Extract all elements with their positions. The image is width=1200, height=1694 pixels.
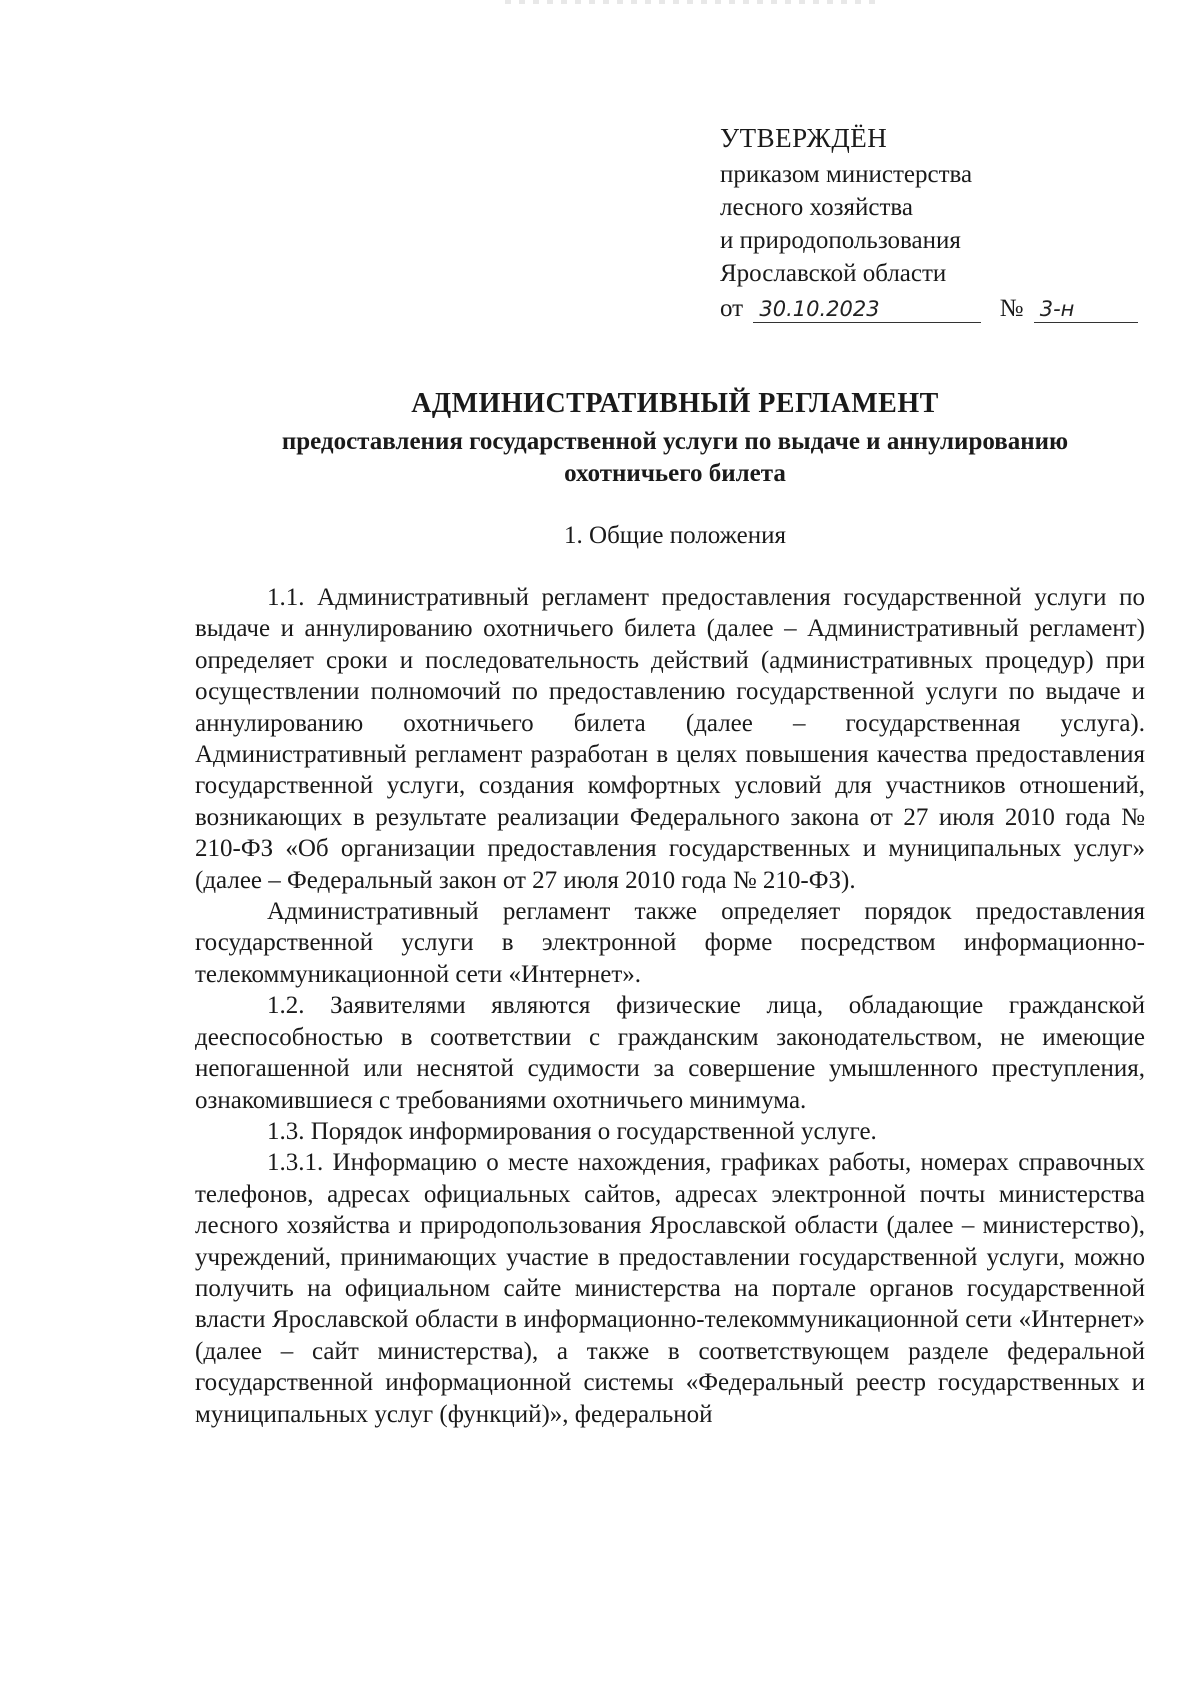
title-subtitle-line2: охотничьего билета — [564, 460, 786, 487]
number-label: № — [999, 295, 1024, 322]
paragraph: 1.3.1. Информацию о месте нахождения, графиках работы, номерах справочных телефонов, адресах официальных сайтов, адресах электронной почты министерства лесного хозяйства и природопользования Ярославской области (далее – министерство), учреждений, принимающих участие в предоставлении государственной услуги, можно получить на официальном сайте министерства на портале органов государственной власти Ярославской области в информационно-телекоммуникационной сети «Интернет» (далее – сайт министерства), а также в соответствующем разделе федеральной государственной информационной системы «Федеральный реестр государственных и муниципальных услуг (функций)», федеральной — [195, 1149, 1145, 1428]
paragraph: 1.2. Заявителями являются физические лица, обладающие гражданской дееспособностью в соответствии с гражданским законодательством, не имеющие непогашенной или неснятой судимости за совершение умышленного преступления, ознакомившиеся с требованиями охотничьего минимума. — [195, 992, 1145, 1114]
approval-date-row — [720, 292, 1120, 325]
paragraph: 1.1. Административный регламент предоставления государственной услуги по выдаче и аннулированию охотничьего билета (далее – Административный регламент) определяет сроки и последовательность действий (административных процедур) при осуществлении полномочий по предоставлению государственной услуги по выдаче и аннулированию охотничьего билета (далее – государственная услуга). Административный регламент разработан в целях повышения качества предоставления государственной услуги, создания комфортных условий для участников отношений, возникающих в результате реализации Федерального закона от 27 июля 2010 года № 210-ФЗ «Об организации предоставления государственных и муниципальных услуг» (далее – Федеральный закон от 27 июля 2010 года № 210-ФЗ). — [195, 584, 1145, 894]
paragraph: 1.3. Порядок информирования о государственной услуге. — [267, 1117, 877, 1145]
paragraph: Административный регламент также определяет порядок предоставления государственной услуги в электронной форме посредством информационно-телекоммуникационной сети «Интернет». — [195, 898, 1145, 988]
from-label: от — [720, 295, 744, 322]
handwritten-number: 3-н — [1034, 296, 1138, 323]
approval-title: УТВЕРЖДЁН — [720, 123, 888, 153]
document-title — [150, 386, 1200, 490]
approval-stamp — [720, 118, 1120, 325]
approval-line: приказом министерства — [720, 161, 973, 188]
approval-line: и природопользования — [720, 227, 961, 254]
scan-artifact — [505, 0, 875, 4]
body-text — [195, 582, 1145, 1430]
approval-line: Ярославской области — [720, 260, 947, 287]
section-heading: 1. Общие положения — [564, 522, 786, 549]
title-main: АДМИНИСТРАТИВНЫЙ РЕГЛАМЕНТ — [411, 388, 939, 419]
approval-line: лесного хозяйства — [720, 194, 913, 221]
title-subtitle-line1: предоставления государственной услуги по выдаче и аннулированию — [281, 428, 1069, 455]
handwritten-date: 30.10.2023 — [753, 296, 981, 323]
